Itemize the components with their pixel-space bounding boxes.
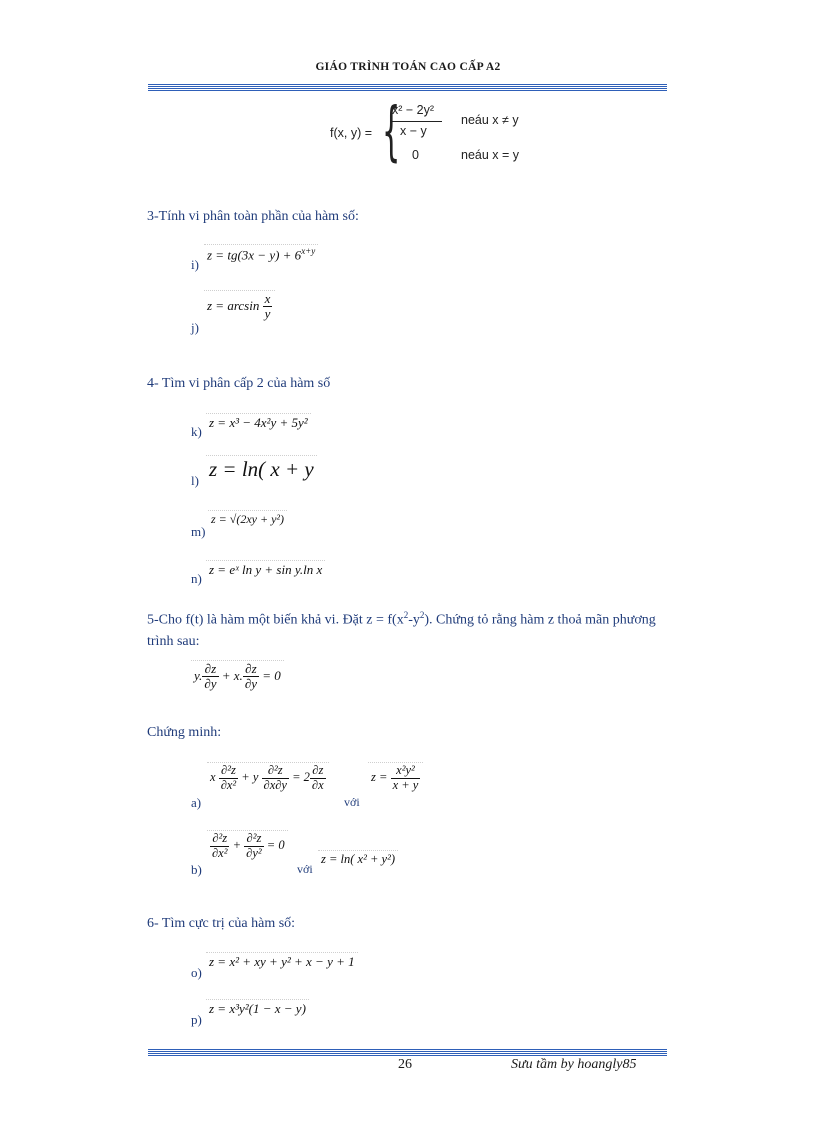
proof-a-label: a) bbox=[191, 795, 202, 810]
proof-a-with: với bbox=[344, 795, 360, 809]
brace-icon: { bbox=[382, 95, 401, 169]
piecewise-lhs: f(x, y) = bbox=[330, 126, 373, 140]
header-rule bbox=[148, 84, 667, 91]
proof-b-equation: $\frac{\text{∂²z}}{\text{∂x²}}$ + $\frac{\text{∂²z}}{\text{∂y²}}$ = 0 bbox=[207, 830, 288, 862]
q4-l-equation: z = ln( x + y bbox=[206, 455, 317, 483]
proof-a-equation: x $\frac{\text{∂²z}}{\text{∂x²}}$ + y $\frac{\text{∂²z}}{\partial x\partial y}$ = 2 $\frac{\partial z}{\partial x}$ bbox=[207, 762, 329, 794]
q3-i-equation: $z = tg(3x - y) + 6^{x+y}$ bbox=[204, 244, 318, 264]
piecewise-denominator: x − y bbox=[400, 124, 427, 138]
q3-j-equation: z = arcsin $\frac{x}{y}$ bbox=[204, 290, 275, 323]
piecewise-numerator: x² − 2y² bbox=[392, 103, 435, 117]
proof-b-z: z = ln( x² + y²) bbox=[318, 850, 398, 868]
q6-o-equation: z = x² + xy + y² + x − y + 1 bbox=[206, 952, 358, 971]
proof-a-z: z = $\frac{\text{x²y²}}{x + y}$ bbox=[368, 762, 423, 794]
q6-title: 6- Tìm cực trị của hàm số: bbox=[147, 916, 296, 931]
piecewise-cond2: neáu x = y bbox=[461, 148, 520, 162]
piecewise-function bbox=[328, 95, 533, 172]
piecewise-cond1: neáu x ≠ y bbox=[461, 113, 519, 127]
q6-p-equation: z = x³y²(1 − x − y) bbox=[206, 999, 309, 1018]
q3-title: 3-Tính vi phân toàn phần của hàm số: bbox=[147, 209, 359, 224]
footer-rule bbox=[148, 1049, 667, 1056]
proof-title: Chứng minh: bbox=[147, 725, 222, 740]
page-header: GIÁO TRÌNH TOÁN CAO CẤP A2 bbox=[315, 61, 501, 73]
proof-b-label: b) bbox=[191, 862, 202, 877]
piecewise-value2: 0 bbox=[412, 148, 419, 162]
q5-statement: 5-Cho f(t) là hàm một biến khả vi. Đặt $z = f(x^2-y^2)$. Chứng tỏ rằng hàm z thoả mãn phương trình sau: bbox=[147, 610, 656, 649]
footer-source: Sưu tầm by hoangly85 bbox=[511, 1057, 637, 1072]
q4-m-label: m) bbox=[191, 524, 206, 539]
q3-j-label: j) bbox=[191, 320, 199, 335]
q5-equation: y. $\frac{\partial z}{\partial y}$ + x. $\frac{\partial z}{\partial y}$ = 0 bbox=[191, 660, 284, 693]
q6-o-label: o) bbox=[191, 965, 202, 980]
q4-n-equation: z = eˣ ln y + sin y.ln x bbox=[206, 560, 325, 579]
q4-k-label: k) bbox=[191, 424, 202, 439]
q6-p-label: p) bbox=[191, 1012, 202, 1027]
q4-k-equation: z = x³ − 4x²y + 5y² bbox=[206, 413, 311, 432]
q4-m-equation: z = √(2xy + y²) bbox=[208, 510, 287, 528]
page-number: 26 bbox=[398, 1057, 412, 1072]
q4-n-label: n) bbox=[191, 571, 202, 586]
q3-i-label: i) bbox=[191, 257, 199, 272]
fraction-bar bbox=[390, 121, 442, 122]
proof-b-with: với bbox=[297, 862, 313, 876]
q4-l-label: l) bbox=[191, 473, 199, 488]
q4-title: 4- Tìm vi phân cấp 2 của hàm số bbox=[147, 376, 331, 391]
